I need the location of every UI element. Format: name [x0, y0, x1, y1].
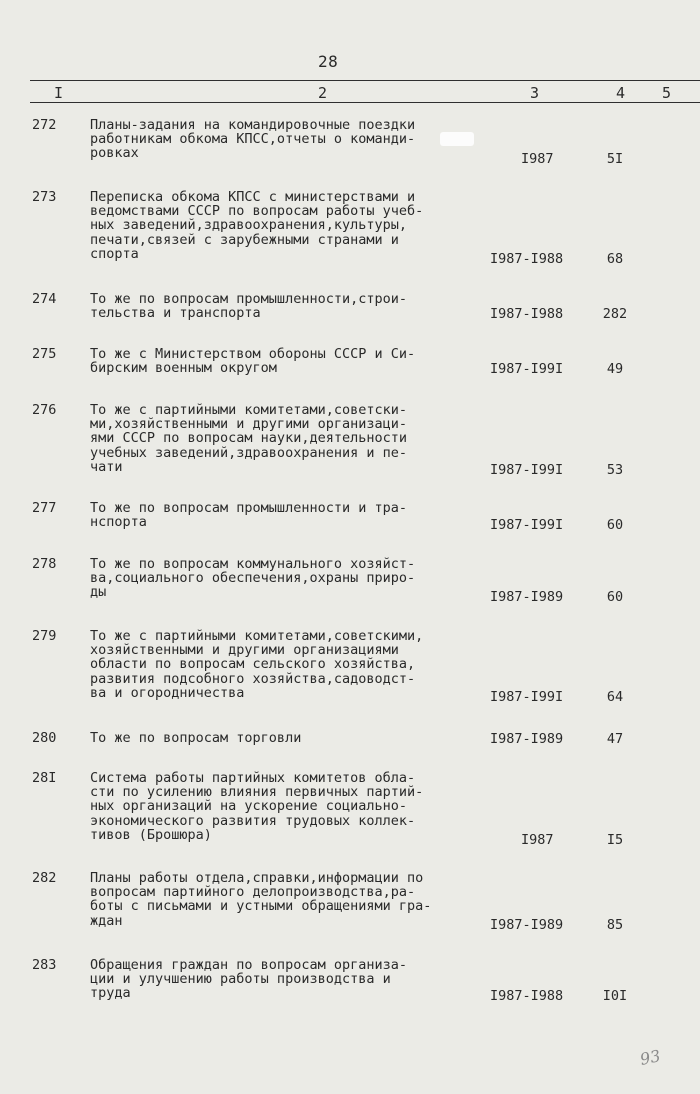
header-rule-top — [30, 80, 700, 81]
entry-number: 28I — [32, 770, 57, 786]
entry-dates: I987-I99I — [490, 462, 564, 478]
header-rule-bottom — [30, 102, 700, 103]
column-header-2: 2 — [318, 84, 328, 102]
entry-sheet-count: I5 — [606, 832, 624, 848]
entry-description: То же с партийными комитетами,советски- ми,хозяйственными и другими организаци- ями СССР по вопросам науки,деятельности учебных заведений,здравоохранения и пе- чати — [90, 402, 407, 475]
entry-dates: I987-I99I — [490, 517, 564, 533]
entry-dates: I987-I99I — [490, 689, 564, 705]
entry-sheet-count: 5I — [606, 151, 624, 167]
entry-dates: I987-I989 — [490, 917, 564, 933]
entry-dates: I987-I989 — [490, 731, 564, 747]
entry-description: Обращения граждан по вопросам организа- ции и улучшению работы производства и труда — [90, 957, 407, 1002]
entry-dates: I987-I989 — [490, 589, 564, 605]
entry-dates: I987-I99I — [490, 361, 564, 377]
entry-sheet-count: 64 — [606, 689, 624, 705]
entry-number: 277 — [32, 500, 57, 516]
entry-dates: I987 — [521, 151, 554, 167]
column-header-3: 3 — [530, 84, 540, 102]
entry-description: То же по вопросам промышленности,строи- тельства и транспорта — [90, 291, 407, 322]
entry-sheet-count: 53 — [606, 462, 624, 478]
entry-number: 274 — [32, 291, 57, 307]
entry-description: Планы работы отдела,справки,информации по вопросам партийного делопроизводства,ра- боты с письмами и устными обращениями гра- ждан — [90, 870, 432, 929]
entry-sheet-count: I0I — [602, 988, 628, 1004]
entry-dates: I987 — [521, 832, 554, 848]
entry-sheet-count: 60 — [606, 589, 624, 605]
entry-description: Система работы партийных комитетов обла- сти по усилению влияния первичных партий- ных организаций на ускорение социально- экономического развития трудовых коллек- тивов (Брошюра) — [90, 770, 424, 843]
entry-description: То же по вопросам торговли — [90, 730, 302, 746]
entry-description: То же по вопросам коммунального хозяйст- ва,социального обеспечения,охраны приро- ды — [90, 556, 416, 601]
entry-number: 282 — [32, 870, 57, 886]
entry-number: 276 — [32, 402, 57, 418]
entry-description: То же по вопросам промышленности и тра- нспорта — [90, 500, 407, 531]
entry-number: 272 — [32, 117, 57, 133]
entry-sheet-count: 49 — [606, 361, 624, 377]
entry-number: 279 — [32, 628, 57, 644]
paper-blemish — [440, 132, 474, 146]
entry-dates: I987-I988 — [490, 306, 564, 322]
entry-dates: I987-I988 — [490, 251, 564, 267]
entry-number: 280 — [32, 730, 57, 746]
entry-sheet-count: 68 — [606, 251, 624, 267]
entry-description: Переписка обкома КПСС с министерствами и ведомствами СССР по вопросам работы учеб- ных заведений,здравоохранения,культуры, печати,связей с зарубежными странами и спорта — [90, 189, 424, 262]
column-header-1: I — [54, 84, 64, 102]
entry-description: То же с Министерством обороны СССР и Си- бирским военным округом — [90, 346, 416, 377]
entry-dates: I987-I988 — [490, 988, 564, 1004]
handwritten-margin-note: 93 — [638, 1046, 663, 1069]
entry-sheet-count: 282 — [602, 306, 628, 322]
entry-number: 283 — [32, 957, 57, 973]
entry-number: 278 — [32, 556, 57, 572]
entry-number: 275 — [32, 346, 57, 362]
entry-sheet-count: 60 — [606, 517, 624, 533]
entry-sheet-count: 47 — [606, 731, 624, 747]
entry-sheet-count: 85 — [606, 917, 624, 933]
page-number: 28 — [318, 52, 339, 71]
column-header-5: 5 — [662, 84, 672, 102]
entry-description: Планы-задания на командировочные поездки работникам обкома КПСС,отчеты о команди- ровках — [90, 117, 416, 162]
entry-number: 273 — [32, 189, 57, 205]
entry-description: То же с партийными комитетами,советскими, хозяйственными и другими организациями области по вопросам сельского хозяйства, развития подсобного хозяйства,садоводст- ва и огородничества — [90, 628, 424, 701]
column-header-4: 4 — [616, 84, 626, 102]
